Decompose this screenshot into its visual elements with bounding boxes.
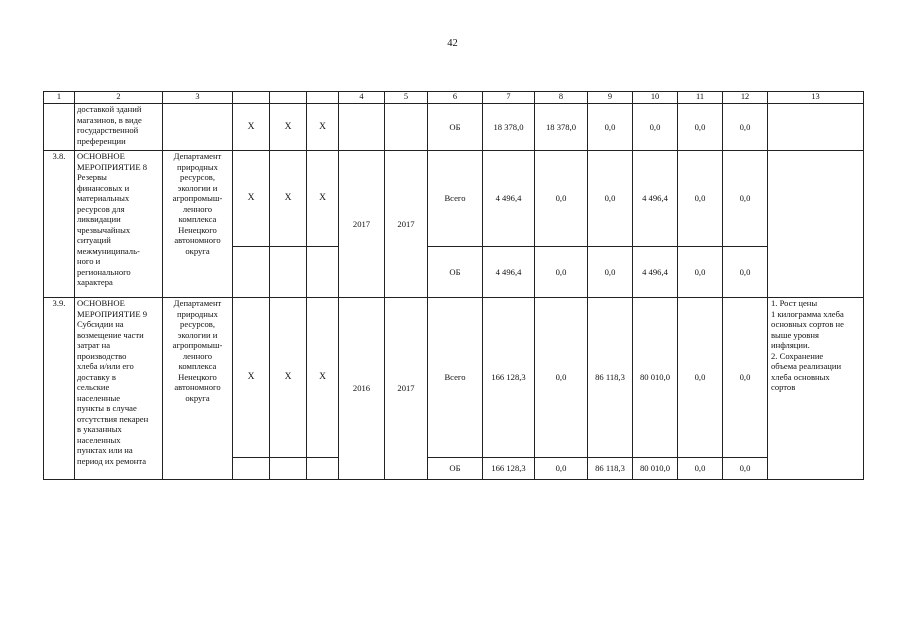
amount-cell: 80 010,0 bbox=[633, 458, 678, 480]
page-number: 42 bbox=[447, 38, 458, 49]
responsible-org: Департамент природных ресурсов, экологии и агропромыш- ленного комплекса Ненецкого автономного округа bbox=[163, 151, 233, 298]
header-cell bbox=[270, 92, 307, 104]
header-cell: 1 bbox=[44, 92, 75, 104]
header-row bbox=[44, 92, 864, 104]
amount-cell: 166 128,3 bbox=[483, 458, 535, 480]
amount-cell: 0,0 bbox=[535, 151, 588, 247]
empty-cell bbox=[233, 247, 270, 298]
expected-result bbox=[768, 104, 864, 151]
amount-cell: 0,0 bbox=[678, 151, 723, 247]
header-cell: 2 bbox=[75, 92, 163, 104]
x-mark: X bbox=[270, 298, 307, 458]
program-table bbox=[43, 91, 864, 480]
funding-source: Всего bbox=[428, 151, 483, 247]
empty-cell bbox=[307, 458, 339, 480]
row-number: 3.9. bbox=[44, 298, 75, 480]
x-mark: X bbox=[307, 298, 339, 458]
amount-cell: 0,0 bbox=[678, 298, 723, 458]
amount-cell: 0,0 bbox=[588, 247, 633, 298]
empty-cell bbox=[270, 247, 307, 298]
funding-source: ОБ bbox=[428, 247, 483, 298]
header-cell bbox=[233, 92, 270, 104]
header-cell: 8 bbox=[535, 92, 588, 104]
amount-cell: 4 496,4 bbox=[483, 247, 535, 298]
amount-cell: 4 496,4 bbox=[483, 151, 535, 247]
header-cell bbox=[307, 92, 339, 104]
amount-cell: 0,0 bbox=[723, 247, 768, 298]
x-mark: X bbox=[307, 104, 339, 151]
header-cell: 6 bbox=[428, 92, 483, 104]
empty-cell bbox=[307, 247, 339, 298]
expected-result bbox=[768, 151, 864, 298]
header-cell: 9 bbox=[588, 92, 633, 104]
start-year: 2016 bbox=[339, 298, 385, 480]
funding-source: ОБ bbox=[428, 458, 483, 480]
amount-cell: 18 378,0 bbox=[483, 104, 535, 151]
activity-name: ОСНОВНОЕ МЕРОПРИЯТИЕ 9 Субсидии на возмещение части затрат на производство хлеба и/или его доставку в сельские населенные пункты в случае отсутствия пекарен в указанных населенных пунктах или на период их ремонта bbox=[75, 298, 163, 480]
amount-cell: 18 378,0 bbox=[535, 104, 588, 151]
x-mark: X bbox=[233, 104, 270, 151]
amount-cell: 4 496,4 bbox=[633, 151, 678, 247]
amount-cell: 0,0 bbox=[723, 458, 768, 480]
x-mark: X bbox=[233, 151, 270, 247]
empty-cell bbox=[233, 458, 270, 480]
amount-cell: 0,0 bbox=[588, 104, 633, 151]
empty-cell bbox=[270, 458, 307, 480]
row-number bbox=[44, 104, 75, 151]
start-year: 2017 bbox=[339, 151, 385, 298]
header-cell: 4 bbox=[339, 92, 385, 104]
header-cell: 11 bbox=[678, 92, 723, 104]
funding-source: Всего bbox=[428, 298, 483, 458]
table-row bbox=[44, 298, 864, 458]
end-year: 2017 bbox=[385, 151, 428, 298]
x-mark: X bbox=[270, 104, 307, 151]
amount-cell: 0,0 bbox=[535, 247, 588, 298]
header-cell: 3 bbox=[163, 92, 233, 104]
activity-name: ОСНОВНОЕ МЕРОПРИЯТИЕ 8 Резервы финансовых и материальных ресурсов для ликвидации чрезвычайных ситуаций межмуниципаль- ного и регионального характера bbox=[75, 151, 163, 298]
x-mark: X bbox=[307, 151, 339, 247]
header-cell: 5 bbox=[385, 92, 428, 104]
amount-cell: 86 118,3 bbox=[588, 458, 633, 480]
header-cell: 7 bbox=[483, 92, 535, 104]
header-cell: 13 bbox=[768, 92, 864, 104]
amount-cell: 0,0 bbox=[588, 151, 633, 247]
row-number: 3.8. bbox=[44, 151, 75, 298]
amount-cell: 4 496,4 bbox=[633, 247, 678, 298]
amount-cell: 0,0 bbox=[535, 458, 588, 480]
header-cell: 12 bbox=[723, 92, 768, 104]
amount-cell: 0,0 bbox=[723, 151, 768, 247]
amount-cell: 0,0 bbox=[678, 458, 723, 480]
amount-cell: 0,0 bbox=[723, 298, 768, 458]
amount-cell: 166 128,3 bbox=[483, 298, 535, 458]
amount-cell: 0,0 bbox=[678, 247, 723, 298]
amount-cell: 86 118,3 bbox=[588, 298, 633, 458]
table-row bbox=[44, 151, 864, 247]
amount-cell: 80 010,0 bbox=[633, 298, 678, 458]
responsible-org bbox=[163, 104, 233, 151]
end-year bbox=[385, 104, 428, 151]
amount-cell: 0,0 bbox=[633, 104, 678, 151]
table-row bbox=[44, 104, 864, 151]
header-cell: 10 bbox=[633, 92, 678, 104]
start-year bbox=[339, 104, 385, 151]
funding-source: ОБ bbox=[428, 104, 483, 151]
amount-cell: 0,0 bbox=[723, 104, 768, 151]
end-year: 2017 bbox=[385, 298, 428, 480]
responsible-org: Департамент природных ресурсов, экологии и агропромыш- ленного комплекса Ненецкого автономного округа bbox=[163, 298, 233, 480]
activity-name: доставкой зданий магазинов, в виде государственной преференции bbox=[75, 104, 163, 151]
x-mark: X bbox=[233, 298, 270, 458]
amount-cell: 0,0 bbox=[678, 104, 723, 151]
x-mark: X bbox=[270, 151, 307, 247]
expected-result: 1. Рост цены 1 килограмма хлеба основных сортов не выше уровня инфляции. 2. Сохранение объема реализации хлеба основных сортов bbox=[768, 298, 864, 480]
amount-cell: 0,0 bbox=[535, 298, 588, 458]
